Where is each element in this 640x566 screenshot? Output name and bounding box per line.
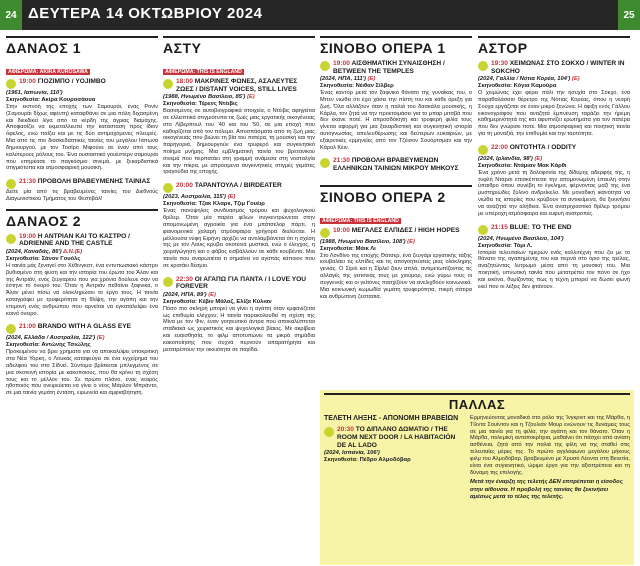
bullet-dot-icon <box>6 324 16 334</box>
venue-title: ΠΑΛΛΑΣ <box>324 393 630 412</box>
screening-time: 21:15 <box>491 223 508 231</box>
screening-time: 22:00 <box>491 143 508 151</box>
screening-time: 21:30 <box>333 157 350 165</box>
screening-time: 19:00 <box>19 232 36 240</box>
film-director: Σκηνοθεσία: Αντώνης Τσιώλης <box>6 342 91 349</box>
film-title-text: Η ΑΝΤΡΙΑΝ ΚΑΙ ΤΟ ΚΑΣΤΡΟ / ADRIENNE AND THE CASTLE <box>19 232 130 248</box>
film-title <box>337 426 464 449</box>
film-meta <box>6 249 158 255</box>
film-director: Σκηνοθεσία: Τόμι Λ. <box>478 242 533 249</box>
film-entry <box>163 182 315 269</box>
film-meta: (2024, Ισπανία, 106') <box>324 450 380 457</box>
film-title <box>333 157 472 172</box>
film-description: Ο χειμώνας έχει φέρει πάλι την ησυχία στο Σόκχο, ένα παραθαλάσσιο θέρετρο της Νότιας Κορέας, όπου η νεαρή Σούχα εργάζεται σε έναν μικρό ξενώνα. Η άφιξη ενός Γάλλου εικονογράφου που αναζητά έμπνευση ταράζει την ήρεμη καθημερινότητά της και αφυπνίζει ερωτήματα για τον πατέρα που δεν γνώρισε ποτέ. Μια ατμοσφαιρική και ποιητική ταινία για τη μοναξιά, την επιθυμία και την ταυτότητα. <box>478 90 630 138</box>
film-director: Σκηνοθεσία: Ντάμιαν Μακ Κάρθι <box>478 162 567 169</box>
film-title <box>333 60 472 75</box>
film-description: Στην εκπνοή της εποχής των Σαμουράι, ένας Ρονίν (Σαμουράι δίχως αφέντη) καταφθάνει σε μια πόλη διχασμένη και διεκδικεί λίγα από τα κέρδη της άγριας διαμάχης. Αποφασίζει να εκμεταλλευτεί την κατάσταση προς ίδιον όφελος, ενώ παίζει και με τις δύο αντιμαχόμενες πλευρές. Μια από τις πιο διασκεδαστικές ταινίες του μεγάλου Ιάπωνα δημιουργού, με τον Τοσίρο Μιφούνε σε έναν από τους καλύτερους ρόλους του. Ένα ουσιαστικό γουέστερν σαμουράι που επηρέασε το παγκόσμιο σινεμά, με ξεκαρδιστικά στιγμιότυπα και ατμοσφαιρική μουσική. <box>6 104 158 172</box>
film-description: Πόσο πιο σκληρή μπορεί να γίνει η αγάπη όταν εμφανίζεται ως επιθυμία ελέγχου; Η ταινία παρακολουθεί τη σχέση της Μίνα με τον Φιν, έναν γοητευτικό άντρα που αποκαλύπτεται σταδιακά ως χειριστικός και ψυχολογικά βίαιος. Με ακρίβεια και ευαισθησία, το φιλμ αποτυπώνει τα μικρά σημάδια κακοποίησης που συχνά περνούν απαρατήρητα και μετατρέπουν την οικειότητα σε παγίδα. <box>163 305 315 353</box>
bullet-dot-icon <box>478 61 488 71</box>
date-title: ΔΕΥΤΕΡΑ 14 ΟΚΤΩΒΡΙΟΥ 2024 <box>28 5 263 22</box>
screening-time: 19:30 <box>491 60 508 67</box>
film-meta <box>6 335 158 341</box>
film-meta-text: (2024, Καναδάς, 86') <box>6 248 62 255</box>
film-title-text: BLUE: TO THE END <box>509 223 572 231</box>
film-title <box>19 323 131 331</box>
screening-time: 21:30 <box>19 178 36 186</box>
film-entry <box>320 60 472 151</box>
bullet-dot-icon <box>6 234 16 244</box>
film-director: Σκηνοθεσία: Κέβιν Μάλαζ, Ελίζα Κύλιαν <box>163 298 272 305</box>
film-entry <box>478 144 630 218</box>
film-meta-extra: (E) <box>246 94 255 101</box>
film-entry <box>320 157 472 172</box>
column-asty <box>163 36 315 564</box>
page-number-right: 25 <box>618 0 640 30</box>
screening-time: 19:00 <box>333 60 350 67</box>
bullet-dot-icon <box>478 145 488 155</box>
film-title-text: ΧΕΙΜΩΝΑΣ ΣΤΟ ΣΟΚΧΟ / WINTER IN SOKCHO <box>491 60 625 75</box>
film-description: Προκειμένου να βρει χρήματα για να αποκαλύψει υποκριτική στα Νέα Υόρκη, ο Λουκάς καταφεύγει σε ένα εγχείρημα του αδελφού του στο Σίδνεϊ. Σύντομα βρίσκεται μπλεγμένος σε μια σκοτεινή ιστορία με κακοποιούς, που θα κρίνει τη σχέση τους και το μέλλον του. Σε πρώτο πλάνο, ένας νεαρός ηθοποιός που ονειρεύεται να γίνει ο νέος Μάρλον Μπράντο, σε μια ταινία γεμάτη ένταση, ειρωνεία και αμφισβήτηση. <box>6 349 158 397</box>
film-meta <box>478 76 630 82</box>
bullet-dot-icon <box>163 277 173 287</box>
page-number-left: 24 <box>0 0 22 30</box>
film-title <box>176 78 315 93</box>
film-entry <box>478 60 630 138</box>
film-meta-extra: (E) <box>571 76 580 83</box>
film-meta-extra: (E) <box>534 155 543 162</box>
bullet-dot-icon <box>163 79 173 89</box>
header-bar <box>0 0 640 30</box>
film-entry <box>6 323 158 397</box>
film-title <box>333 227 460 235</box>
film-title-text: ΤΑΡΑΝΤΟΥΛΑ / BIRDEATER <box>194 182 282 190</box>
film-description: Στο Λονδίνο της εποχής Θάτσερ, ένα ζευγάρι εργατικής τάξης κουβαλάει τις ελπίδες και τις απογοητεύσεις μιας ολόκληρης γενιάς. Ο Σίριλ και η Σίρλεϊ ζουν απλά, αντιμετωπίζοντας τις αλλαγές της γειτονιάς τους με χιούμορ, ενώ γύρω τους οι συγγενείς και οι γείτονες πασχίζουν να ανελιχθούν κοινωνικά. Μια κοινωνική κωμωδία γεμάτη τρυφερότητα, πικρή σάτιρα και ανθρώπινη ζεστασιά. <box>320 252 472 300</box>
film-meta-extra: (E) <box>407 238 415 245</box>
pallas-left <box>324 415 464 501</box>
tribute-tag: ΑΦΙΕΡΩΜΑ: THIS IS ENGLAND <box>322 217 399 224</box>
venue-title: ΔΑΝΑΟΣ 1 <box>6 36 158 56</box>
film-entry <box>6 60 158 172</box>
screening-time: 19:00 <box>333 226 350 234</box>
film-meta <box>320 239 472 245</box>
tribute-tag: ΑΦΙΕΡΩΜΑ: THIS IS ENGLAND <box>165 69 242 75</box>
film-meta-text: (2024, Ελλάδα / Αυστραλία, 122') <box>6 335 96 342</box>
film-title-text: ΟΙ ΑΓΑΠΩ ΓΙΑ ΠΑΝΤΑ / I LOVE YOU FOREVER <box>176 275 307 291</box>
bullet-dot-icon <box>6 179 16 189</box>
film-director: Σκηνοθεσία: Τέρενς Ντέιβις <box>163 101 238 108</box>
venue-title: ΔΑΝΑΟΣ 2 <box>6 209 158 229</box>
film-meta-text: (2023, Αυστραλία, 115') <box>163 194 226 201</box>
film-description: Ένα χρόνο μετά τη δολοφονία της δίδυμης αδερφής της, η τυφλή Νταρσι επισκέπτεται την απομονωμένη έπαυλη στην ύπαιθρο όπου συνέβη το έγκλημα, φέρνοντας μαζί της ένα μυστηριώδες ξύλινο ανδρείκελο. Με μοναδική ικανότητα να νιώθει τις ιστορίες που κρύβουν τα αντικείμενα, θα ξεκινήσει να αναζητά την αλήθεια. Ένα ανατριχιαστικό θρίλερ τρόμου με υπέροχη ατμόσφαιρα και ευφυή ανατροπές. <box>478 169 630 217</box>
film-entry <box>6 178 158 203</box>
film-meta <box>320 76 472 82</box>
bullet-dot-icon <box>163 183 173 193</box>
film-title <box>176 276 315 291</box>
film-meta-text: (2024, Γαλλία / Νότια Κορέα, 104') <box>478 76 571 83</box>
venue-title: ΣΙΝΟΒΟ ΟΠΕΡΑ 1 <box>320 36 472 56</box>
film-meta-extra: (E) <box>367 76 376 83</box>
bullet-dot-icon <box>320 61 330 71</box>
film-meta-extra: (E) <box>96 335 105 342</box>
screening-time: 21:00 <box>19 323 36 331</box>
film-title-text: ΓΙΟΖΙΜΠΟ / YOJIMBO <box>37 78 106 85</box>
film-title <box>19 178 150 186</box>
film-title <box>176 182 282 190</box>
entry-note: Μετά την έναρξη της τελετής ΔΕΝ επιτρέπεται η είσοδος στην αίθουσα. Η προβολή της ταινίας θα ξεκινήσει αμέσως μετά το τέλος της τελετής. <box>470 479 623 500</box>
film-meta <box>478 156 630 162</box>
film-director: Σκηνοθεσία: Νέιθαν Σίλβερ <box>320 83 394 90</box>
screening-time: 19:00 <box>19 78 36 85</box>
film-director: Σκηνοθεσία: Κόγια Καμούρα <box>478 83 557 90</box>
bullet-dot-icon <box>478 225 488 235</box>
film-director: Σκηνοθεσία: Σάνον Γουόλς <box>6 255 81 262</box>
bullet-dot-icon <box>324 427 334 437</box>
film-title <box>491 144 576 152</box>
film-title-text: ΠΡΟΒΟΛΗ ΒΡΑΒΕΥΜΕΝΗΣ ΤΑΙΝΙΑΣ <box>37 178 151 186</box>
film-description: Η ταινία μάς ξεναγεί στο Χέθινγκστ, ένα εντυπωσιακό κάστρο βυθισμένο στη φύση και την ιστορία του έρωτα του Άλαν και της Αντριάν, ενός ζευγαριού που για χρόνια δούλευε σαν να έστηνε το όνειρό του. Όταν η Αντριάν πεθαίνει ξαφνικά, ο Άλαν μένει πίσω να ολοκληρώσει το έργο τους. Η ταινία καταγράφει με τρυφερότητα τη θλίψη, την αγάπη και την επιμονή ενός ανθρώπου που αρνείται να εγκαταλείψει ένα κοινό όνειρο. <box>6 262 158 317</box>
film-meta <box>163 292 315 298</box>
film-title-text: ΟΝΤΟΤΗΤΑ / ODDITY <box>509 143 577 151</box>
film-title-text: ΜΕΓΑΛΕΣ ΕΛΠΙΔΕΣ / HIGH HOPES <box>351 226 460 234</box>
film-title <box>19 78 106 86</box>
ceremony-title: ΤΕΛΕΤΗ ΛΗΞΗΣ - ΑΠΟΝΟΜΗ ΒΡΑΒΕΙΩΝ <box>324 415 459 422</box>
film-title <box>491 224 572 232</box>
film-title-text: ΠΡΟΒΟΛΗ ΒΡΑΒΕΥΜΕΝΩΝ ΕΛΛΗΝΙΚΩΝ ΤΑΙΝΙΩΝ ΜΙΚΡΟΥ ΜΗΚΟΥΣ <box>333 157 459 173</box>
film-meta-extra: Δ.Ν.(E) <box>63 248 83 255</box>
column-astor <box>478 36 630 354</box>
film-meta: (2024, Ηνωμένο Βασίλειο, 104') <box>478 235 564 242</box>
film-title-text: ΑΙΣΘΗΜΑΤΙΚΗ ΣΥΝΑΙΣΘΗΣΗ / BETWEEN THE TEMPLES <box>333 60 445 75</box>
film-entry <box>320 209 472 301</box>
venue-title: ΑΣΤΥ <box>163 36 315 56</box>
venue-title: ΑΣΤΟΡ <box>478 36 630 56</box>
venue-title: ΣΙΝΟΒΟ ΟΠΕΡΑ 2 <box>320 185 472 205</box>
screening-time: 18:00 <box>176 78 193 85</box>
film-meta <box>163 194 315 200</box>
film-description: Ένας καντόρ μετά τον ξαφνικό θάνατο της γυναίκας του, ο Μπεν νιώθει ότι έχει χάσει την πίστη του και κάθε όρεξη για ζωή. Όλα αλλάζουν όταν η παλιά του δασκάλα μουσικής, η Κάρλα, τον ζητά να την προετοιμάσει για το μπαρ μιτσβά που δεν έκανε ποτέ. Η απροσδόκητη και τρυφερή φιλία τους γίνεται αφορμή για μια ξεκαρδιστική και συγκινητική ιστορία αυτογνωσίας, απελευθέρωσης και δεύτερων ευκαιριών, με εξαιρετικές ερμηνείες από τον Τζέισον Σουόρτσμαν και την Κάρολ Κέιν. <box>320 90 472 151</box>
film-description: Ένας πανύψηλος συνδυασμός τρόμου και ψυχολογικού θρίλερ. Όταν μία παρέα φίλων συγκεντρώνεται στην απομονωμένη αγροικία για ένα μπάτσελορ πάρτι, η φαινομενικά χαλαρή ατμόσφαιρα γρήγορα διαλύεται. Η μέλλουσα νύφη Ειρήνη αρχίζει να αντιλαμβάνεται ότι η σχέση της με τον Λούις κρύβει σκοτεινά μυστικά, ενώ ο έλεγχος, η χειραγώγηση και ο φόβος εισβάλλουν σε κάθε κουβέντα. Μια ταινία που αναρωτιέται τι σημαίνει να αγαπάς κάποιον που σε κρατάει δέσμιο. <box>163 208 315 269</box>
film-director: Σκηνοθεσία: Τζακ Κλαρκ, Τζιμ Γουέιρ <box>163 201 265 208</box>
film-meta <box>163 94 315 100</box>
pallas-box <box>320 390 634 565</box>
screening-time: 20:30 <box>337 426 354 434</box>
film-director: Σκηνοθεσία: Πέδρο Αλμοδόβαρ <box>324 457 411 464</box>
film-meta-text: (2024, ΗΠΑ, 89') <box>163 291 207 298</box>
column-danaos <box>6 36 158 564</box>
film-entry <box>478 224 630 291</box>
bullet-dot-icon <box>6 79 16 89</box>
film-description: Ερμηνεύοντας μοναδικά στο ρόλο της Ίνγκριντ και της Μάρθα, η Τίλντα Σουίντον και η Τζουλιάν Μουρ ενώνουν τις δυνάμεις τους σε μια ταινία για τη φιλία, την αγάπη και τον θάνατο. Όταν η Μάρθα, πολεμική ανταποκρίτρια, μαθαίνει ότι πάσχει από ανίατη ασθένεια, ζητά από την παλιά της φίλη να της σταθεί στις τελευταίες μέρες της. Το πρώτο αγγλόφωνο μεγάλου μήκους φιλμ του Αλμοδόβαρ, βραβευμένο με Χρυσό Λέοντα στη Βενετία, είναι ένα συγκινητικό, ώριμο έργο για την αξιοπρέπεια και τη δύναμη της επιλογής. <box>470 415 630 476</box>
film-meta-extra: (E) <box>208 291 216 298</box>
film-entry <box>6 233 158 318</box>
bullet-dot-icon <box>320 228 330 238</box>
film-meta-extra: (E) <box>227 194 236 201</box>
film-description: Βασισμένος σε αυτοβιογραφικά στοιχεία, ο Ντέιβις αφηγείται σε ελλειπτικά στιγμιότυπα τις ζωές μιας εργατικής οικογένειας στο Λίβερπουλ του '40 και του '50, σε μια εποχή που καθορίζεται από τον πόλεμο. Αποσπάσματα από τη ζωή μιας οικογένειας που βιώνει τη βία του πατέρα, τη μουσική και την παρηγοριά, δημιουργούν ένα τρυφερό και συγκινητικό ποίημα μνήμης. Μια εμβληματική ταινία του βρετανικού σινεμά που περπατάει στη γραμμή ανάμεσα στη νοσταλγία και την πίκρα, με απρόσμενα συγκινητικές στιγμές γεμάτες τραγούδια της εποχής. <box>163 108 315 176</box>
pallas-right <box>470 415 630 501</box>
film-title <box>491 60 630 75</box>
film-entry <box>163 276 315 354</box>
film-meta-text: (1988, Ηνωμένο Βασίλειο, 108') <box>320 238 406 245</box>
film-title-text: ΜΑΚΡΙΝΕΣ ΦΩΝΕΣ, ΑΣΑΛΕΥΤΕΣ ΖΩΕΣ / DISTANT VOICES, STILL LIVES <box>176 78 298 93</box>
film-entry <box>163 60 315 176</box>
film-title-text: BRANDO WITH A GLASS EYE <box>37 323 132 331</box>
film-title <box>19 233 158 248</box>
film-title-text: ΤΟ ΔΙΠΛΑΝΟ ΔΩΜΑΤΙΟ / THE ROOM NEXT DOOR / LA HABITACIÓN DE AL LADO <box>337 426 456 449</box>
film-meta-text: (1988, Ηνωμένο Βασίλειο, 85') <box>163 94 246 101</box>
film-description: Ιστορία τελευταίων ημερών ενός καλλιτέχνη που ζει με το θάνατο της αγαπημένης του και περνά στο όριο της τρέλας, αναζητώντας λυτρωμό μέσα από τη μουσική του. Μια ποιητική, υπνωτική ταινία που μετατρέπει τον πόνο σε ήχο και εικόνα, θυμίζοντας πως η τέχνη μπορεί να δώσει φωνή εκεί που οι λέξεις δεν φτάνουν. <box>478 249 630 290</box>
film-director: Σκηνοθεσία: Μάικ Λι <box>320 245 376 252</box>
screening-time: 22:30 <box>176 275 193 283</box>
bullet-dot-icon <box>320 158 330 168</box>
film-director: Σκηνοθεσία: Ακίρα Κουροσάουα <box>6 97 96 103</box>
film-meta-text: (2024, ΗΠΑ, 111') <box>320 76 366 83</box>
film-meta-text: (2024, Ιρλανδία, 98') <box>478 155 533 162</box>
film-description: Δείτε μία από τις βραβευμένες ταινίες του Διεθνούς Διαγωνιστικού Τμήματος του Φεστιβάλ! <box>6 189 158 202</box>
tribute-tag: ΑΦΙΕΡΩΜΑ: AKIRA KUROSAWA <box>8 69 88 75</box>
film-meta: (1961, Ιαπωνία, 110') <box>6 90 63 96</box>
screening-time: 20:00 <box>176 182 193 190</box>
